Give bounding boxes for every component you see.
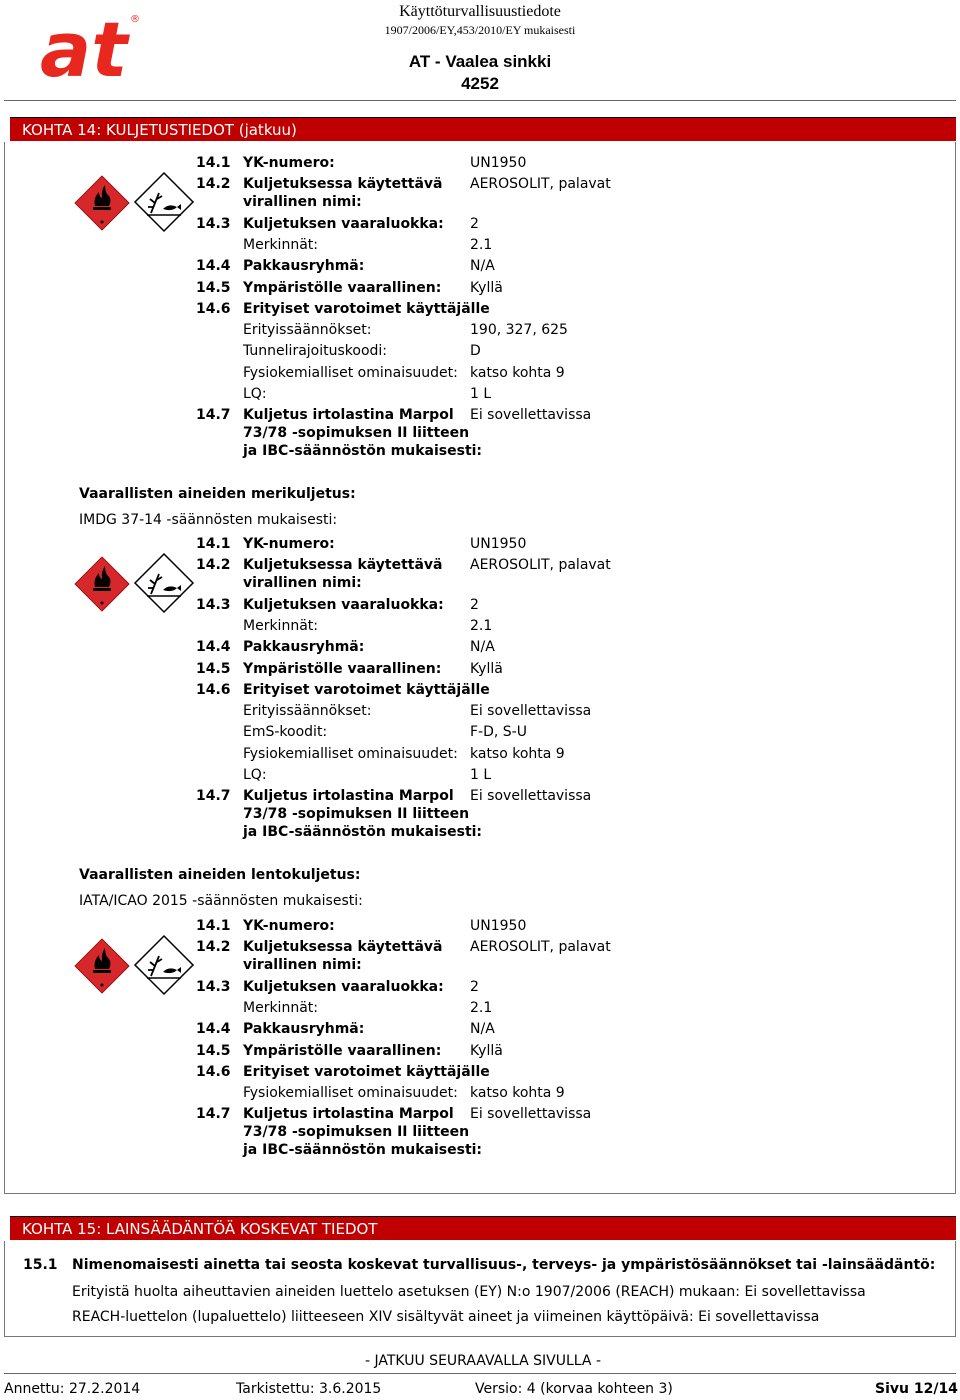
row-number: 14.6 <box>196 1063 231 1080</box>
row-number: 14.4 <box>196 639 231 656</box>
row-label: Fysiokemialliset ominaisuudet: <box>243 364 458 381</box>
transport-row <box>0 365 960 385</box>
product-name: AT - Vaalea sinkki <box>408 52 552 71</box>
transport-row <box>0 1085 960 1105</box>
product-code: 4252 <box>461 74 499 93</box>
row-label: Erityiset varotoimet käyttäjälle <box>243 300 490 317</box>
row-label: ja IBC-säännöstön mukaisesti: <box>243 443 483 460</box>
page-number: Sivu 12/14 <box>875 1381 958 1397</box>
transport-row <box>0 639 960 659</box>
row-label: 73/78 -sopimuksen II liitteen <box>243 1124 470 1141</box>
transport-row <box>0 386 960 406</box>
row-label: LQ: <box>243 767 267 783</box>
row-label: virallinen nimi: <box>243 575 362 592</box>
continues-note: - JATKUU SEURAAVALLA SIVULLA - <box>365 1353 602 1369</box>
row-value: katso kohta 9 <box>470 1085 565 1102</box>
row-value: 1 L <box>470 767 492 783</box>
transport-row <box>0 682 960 702</box>
row-label: Erityiset varotoimet käyttäjälle <box>243 1063 490 1080</box>
transport-row <box>0 280 960 300</box>
row-number: 14.5 <box>196 660 231 677</box>
transport-row <box>0 1021 960 1041</box>
row-value: N/A <box>470 639 495 656</box>
issued-date: Annettu: 27.2.2014 <box>4 1381 141 1397</box>
transport-row <box>0 767 960 787</box>
row-value: AEROSOLIT, palavat <box>470 176 611 193</box>
transport-row <box>0 1106 960 1159</box>
section-15-1-heading: Nimenomaisesti ainetta tai seosta koskevat turvallisuus-, terveys- ja ympäristösäännökset tai -lainsäädäntö: <box>72 1257 936 1273</box>
transport-row <box>0 618 960 638</box>
row-value: Ei sovellettavissa <box>470 1106 592 1123</box>
row-value: UN1950 <box>470 536 527 552</box>
row-label: Kuljetuksessa käytettävä <box>243 176 443 193</box>
row-number: 14.3 <box>196 215 231 232</box>
row-value: Ei sovellettavissa <box>470 788 592 805</box>
row-number: 14.6 <box>196 681 231 698</box>
regulation-ref: 1907/2006/EY,453/2010/EY mukaisesti <box>384 23 576 37</box>
transport-row <box>0 407 960 460</box>
transport-row <box>0 176 960 211</box>
row-label: Kuljetus irtolastina Marpol <box>243 407 454 424</box>
transport-row <box>0 918 960 938</box>
row-number: 14.1 <box>196 536 231 552</box>
row-label: Pakkausryhmä: <box>243 258 365 275</box>
sea-subheading: IMDG 37-14 -säännösten mukaisesti: <box>79 512 338 528</box>
row-value: 1 L <box>470 386 492 402</box>
row-value: 2.1 <box>470 999 493 1016</box>
row-number: 14.3 <box>196 978 231 995</box>
row-value: D <box>470 343 481 360</box>
row-value: Kyllä <box>470 660 503 677</box>
transport-row <box>0 155 960 175</box>
section-15-1-number: 15.1 <box>23 1257 58 1273</box>
section-15-title: KOHTA 15: LAINSÄÄDÄNTÖÄ KOSKEVAT TIEDOT <box>10 1216 956 1240</box>
row-label: Kuljetuksen vaaraluokka: <box>243 215 444 232</box>
row-label: ja IBC-säännöstön mukaisesti: <box>243 824 483 841</box>
row-label: Merkinnät: <box>243 236 318 253</box>
row-number: 14.5 <box>196 1042 231 1059</box>
row-value: Kyllä <box>470 1042 503 1059</box>
row-label: Kuljetus irtolastina Marpol <box>243 788 454 805</box>
transport-row <box>0 536 960 556</box>
row-label: YK-numero: <box>243 536 335 552</box>
row-value: 2 <box>470 215 479 232</box>
row-value: 2 <box>470 978 479 995</box>
sea-heading: Vaarallisten aineiden merikuljetus: <box>79 486 356 502</box>
doc-type: Käyttöturvallisuustiedote <box>399 3 561 20</box>
row-label: Kuljetuksen vaaraluokka: <box>243 978 444 995</box>
row-value: N/A <box>470 1021 495 1038</box>
row-label: YK-numero: <box>243 155 335 171</box>
row-label: LQ: <box>243 386 267 402</box>
row-value: F-D, S-U <box>470 724 527 741</box>
row-label: Tunnelirajoituskoodi: <box>243 343 388 360</box>
row-number: 14.2 <box>196 176 231 193</box>
row-label: Merkinnät: <box>243 617 318 634</box>
row-number: 14.1 <box>196 918 231 934</box>
row-value: Ei sovellettavissa <box>470 407 592 424</box>
row-value: katso kohta 9 <box>470 364 565 381</box>
revised-date: Tarkistettu: 3.6.2015 <box>236 1381 382 1397</box>
row-label: Pakkausryhmä: <box>243 1021 365 1038</box>
row-value: Ei sovellettavissa <box>470 703 592 720</box>
row-label: Erityissäännökset: <box>243 322 372 339</box>
row-number: 14.7 <box>196 1106 231 1123</box>
row-value: katso kohta 9 <box>470 745 565 762</box>
svhc-list-line: Erityistä huolta aiheuttavien aineiden luettelo asetuksen (EY) N:o 1907/2006 (REACH) mukaan: Ei sovellettavissa <box>72 1284 866 1300</box>
footer-divider <box>4 1373 956 1374</box>
row-label: Erityiset varotoimet käyttäjälle <box>243 681 490 698</box>
reach-annex-line: REACH-luettelon (lupaluettelo) liitteeseen XIV sisältyvät aineet ja viimeinen käyttöpäivä: Ei sovellettavissa <box>72 1309 820 1325</box>
row-label: Merkinnät: <box>243 999 318 1016</box>
transport-row <box>0 322 960 342</box>
header-divider <box>4 100 956 101</box>
air-heading: Vaarallisten aineiden lentokuljetus: <box>79 867 361 883</box>
row-label: Fysiokemialliset ominaisuudet: <box>243 1085 458 1102</box>
row-value: Kyllä <box>470 279 503 296</box>
row-value: N/A <box>470 258 495 275</box>
row-value: 2 <box>470 596 479 613</box>
row-value: 190, 327, 625 <box>470 322 568 339</box>
row-label: Kuljetuksessa käytettävä <box>243 939 443 956</box>
transport-row <box>0 939 960 974</box>
row-label: Fysiokemialliset ominaisuudet: <box>243 745 458 762</box>
row-label: 73/78 -sopimuksen II liitteen <box>243 806 470 823</box>
section-14-title: KOHTA 14: KULJETUSTIEDOT (jatkuu) <box>10 117 956 141</box>
row-number: 14.4 <box>196 258 231 275</box>
transport-row <box>0 979 960 999</box>
row-number: 14.1 <box>196 155 231 171</box>
transport-row <box>0 557 960 592</box>
transport-row <box>0 788 960 841</box>
transport-row <box>0 661 960 681</box>
transport-row <box>0 237 960 257</box>
transport-row <box>0 703 960 723</box>
transport-row <box>0 724 960 744</box>
transport-row <box>0 258 960 278</box>
row-label: Kuljetuksen vaaraluokka: <box>243 596 444 613</box>
transport-row <box>0 1064 960 1084</box>
row-label: ja IBC-säännöstön mukaisesti: <box>243 1142 483 1159</box>
transport-row <box>0 746 960 766</box>
version-info: Versio: 4 (korvaa kohteen 3) <box>475 1381 673 1397</box>
row-number: 14.3 <box>196 596 231 613</box>
row-label: virallinen nimi: <box>243 194 362 211</box>
row-number: 14.7 <box>196 788 231 805</box>
row-value: UN1950 <box>470 155 527 171</box>
transport-row <box>0 216 960 236</box>
air-subheading: IATA/ICAO 2015 -säännösten mukaisesti: <box>79 893 363 909</box>
row-label: Ympäristölle vaarallinen: <box>243 279 442 296</box>
company-logo <box>40 14 150 86</box>
row-value: 2.1 <box>470 236 493 253</box>
logo-text: at <box>40 14 128 86</box>
row-label: EmS-koodit: <box>243 724 328 741</box>
row-label: Kuljetuksessa käytettävä <box>243 557 443 574</box>
row-number: 14.7 <box>196 407 231 424</box>
row-label: 73/78 -sopimuksen II liitteen <box>243 425 470 442</box>
row-value: AEROSOLIT, palavat <box>470 557 611 574</box>
transport-row <box>0 343 960 363</box>
row-label: Erityissäännökset: <box>243 703 372 720</box>
row-label: YK-numero: <box>243 918 335 934</box>
transport-row <box>0 301 960 321</box>
row-label: Ympäristölle vaarallinen: <box>243 660 442 677</box>
row-label: Pakkausryhmä: <box>243 639 365 656</box>
row-number: 14.2 <box>196 557 231 574</box>
transport-row <box>0 1000 960 1020</box>
row-number: 14.2 <box>196 939 231 956</box>
row-label: Ympäristölle vaarallinen: <box>243 1042 442 1059</box>
row-number: 14.5 <box>196 279 231 296</box>
transport-row <box>0 1043 960 1063</box>
row-value: 2.1 <box>470 617 493 634</box>
row-number: 14.6 <box>196 300 231 317</box>
transport-row <box>0 597 960 617</box>
row-value: AEROSOLIT, palavat <box>470 939 611 956</box>
row-value: UN1950 <box>470 918 527 934</box>
row-label: virallinen nimi: <box>243 957 362 974</box>
registered-icon: ® <box>130 14 140 25</box>
row-number: 14.4 <box>196 1021 231 1038</box>
row-label: Kuljetus irtolastina Marpol <box>243 1106 454 1123</box>
